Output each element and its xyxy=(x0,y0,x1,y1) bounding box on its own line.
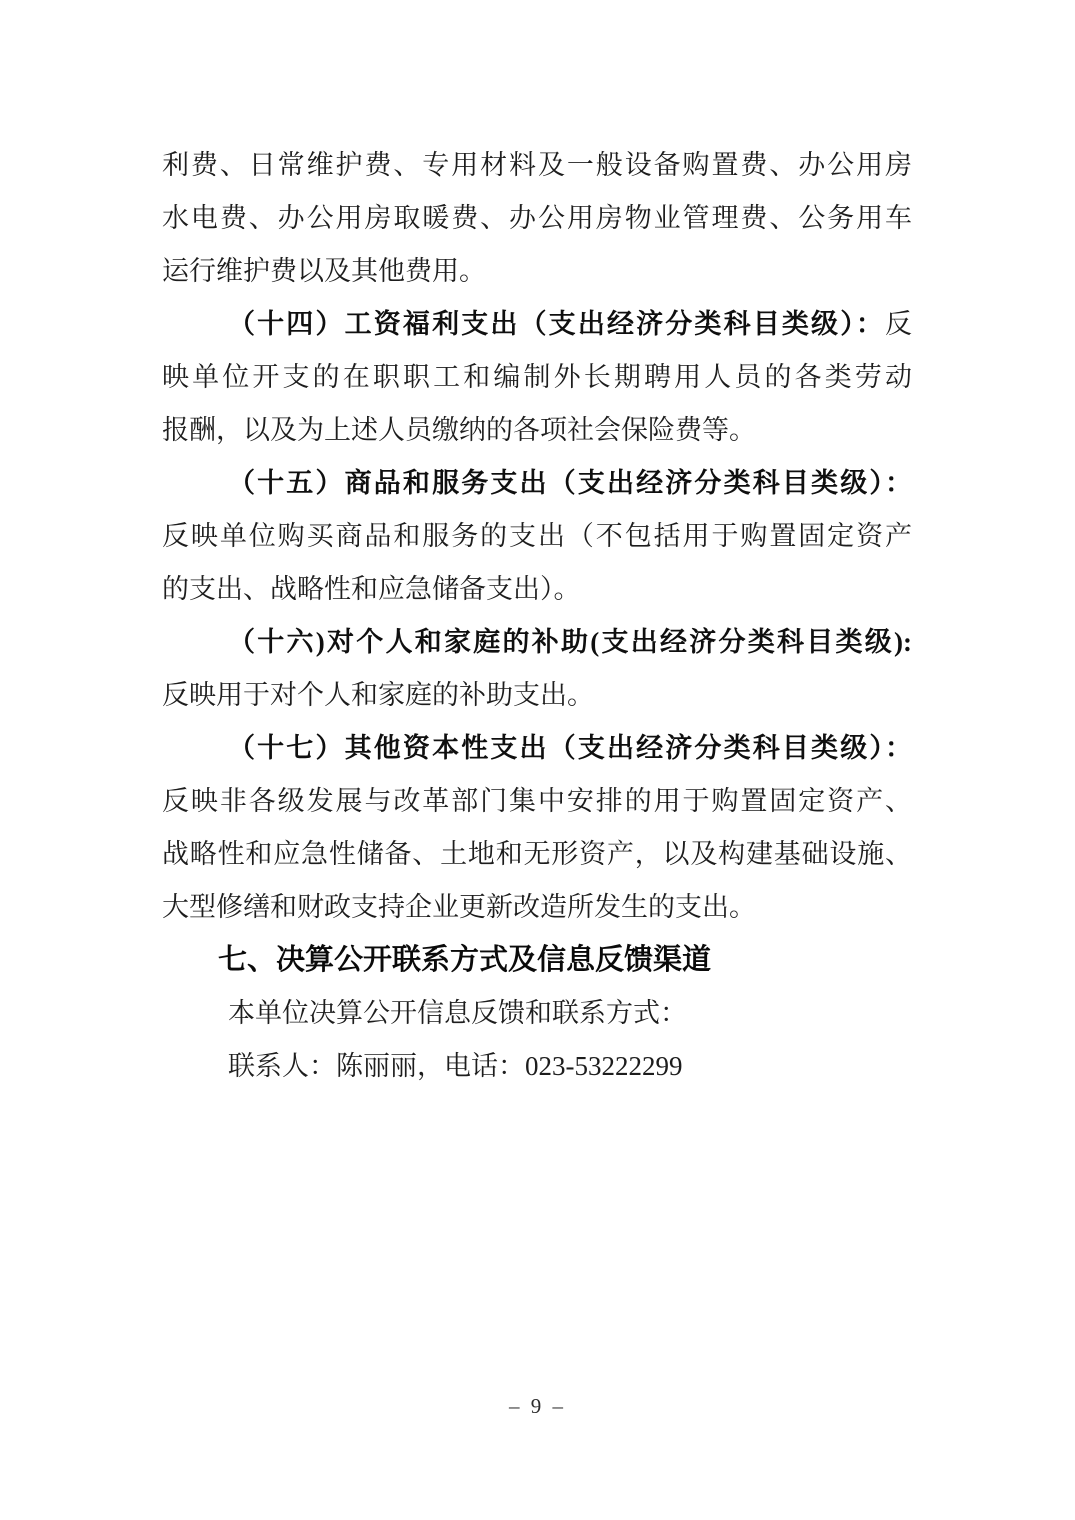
body-text: 反映用于对个人和家庭的补助支出。 xyxy=(162,680,594,710)
body-line xyxy=(162,139,912,192)
section-heading-text: （十五）商品和服务支出（支出经济分类科目类级）： xyxy=(228,468,912,498)
section-heading-15 xyxy=(162,457,912,510)
body-line xyxy=(162,351,912,404)
body-line xyxy=(162,192,912,245)
section-heading-14 xyxy=(162,298,912,351)
section-heading-17 xyxy=(162,722,912,775)
chapter-heading-text: 七、决算公开联系方式及信息反馈渠道 xyxy=(218,944,712,976)
body-text: 运行维护费以及其他费用。 xyxy=(162,256,486,286)
body-line xyxy=(162,510,912,563)
body-text: 水电费、办公用房取暖费、办公用房物业管理费、公务用车 xyxy=(162,203,912,233)
body-text: 大型修缮和财政支持企业更新改造所发生的支出。 xyxy=(162,892,756,922)
section-heading-text: （十四）工资福利支出（支出经济分类科目类级）： xyxy=(228,309,885,339)
body-text: 反 xyxy=(885,309,912,339)
chapter-heading-7 xyxy=(162,934,912,987)
body-line xyxy=(162,828,912,881)
section-heading-16 xyxy=(162,616,912,669)
contact-text: 联系人：陈丽丽，电话：023-53222299 xyxy=(228,1051,683,1081)
body-text: 战略性和应急性储备、土地和无形资产，以及构建基础设施、 xyxy=(162,839,912,869)
body-line xyxy=(162,245,912,298)
body-text: 利费、日常维护费、专用材料及一般设备购置费、办公用房 xyxy=(162,150,912,180)
body-text: 本单位决算公开信息反馈和联系方式： xyxy=(228,998,687,1028)
section-heading-text: （十六)对个人和家庭的补助(支出经济分类科目类级): xyxy=(228,627,912,657)
body-line xyxy=(162,563,912,616)
body-line xyxy=(162,775,912,828)
body-text: 的支出、战略性和应急储备支出）。 xyxy=(162,574,581,604)
body-line xyxy=(162,881,912,934)
body-line xyxy=(162,404,912,457)
section-heading-text: （十七）其他资本性支出（支出经济分类科目类级）： xyxy=(228,733,912,763)
contact-line xyxy=(162,1040,912,1093)
body-line xyxy=(162,987,912,1040)
body-text: 反映非各级发展与改革部门集中安排的用于购置固定资产、 xyxy=(162,786,912,816)
document-body xyxy=(162,139,912,1093)
body-text: 映单位开支的在职职工和编制外长期聘用人员的各类劳动 xyxy=(162,362,912,392)
page-number: – 9 – xyxy=(509,1394,566,1418)
body-text: 报酬，以及为上述人员缴纳的各项社会保险费等。 xyxy=(162,415,756,445)
body-text: 反映单位购买商品和服务的支出（不包括用于购置固定资产 xyxy=(162,521,912,551)
body-line xyxy=(162,669,912,722)
